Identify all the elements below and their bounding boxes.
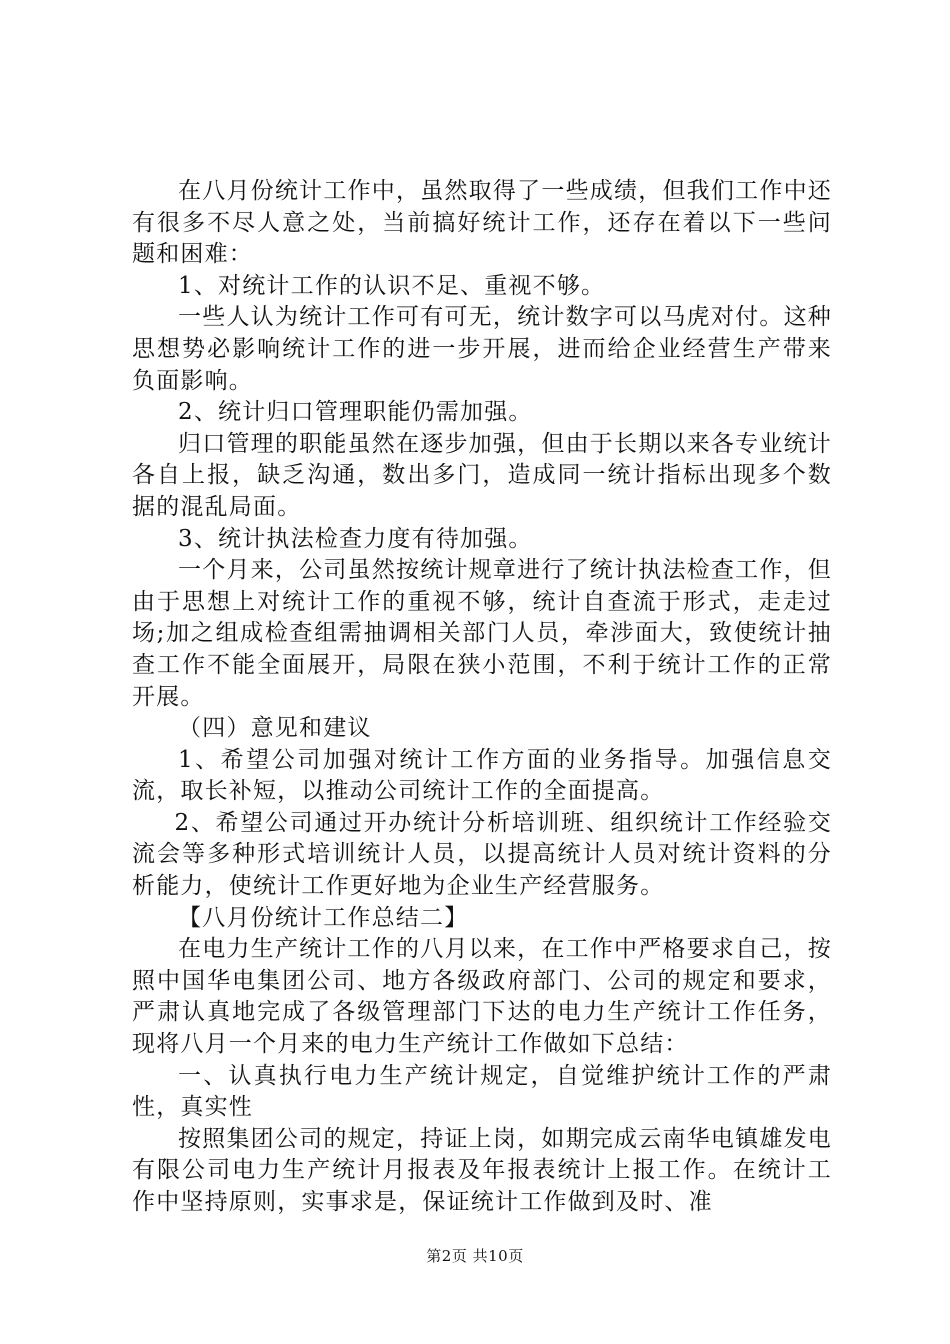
paragraph-intro: 在八月份统计工作中，虽然取得了一些成绩，但我们工作中还有很多不尽人意之处，当前搞好统计工作，还存在着以下一些问题和困难： [132,178,832,268]
paragraph-item-1-heading: 1、对统计工作的认识不足、重视不够。 [178,272,606,299]
page-footer: 第2页 共10页 [426,1247,524,1265]
document-body [132,176,832,1219]
paragraph-summary-intro: 在电力生产统计工作的八月以来，在工作中严格要求自己，按照中国华电集团公司、地方各级政府部门、公司的规定和要求，严肃认真地完成了各级管理部门下达的电力生产统计工作任务，现将八月一个月来的电力生产统计工作做如下总结： [132,936,832,1058]
paragraph-item-2-heading: 2、统计归口管理职能仍需加强。 [178,399,533,426]
paragraph-suggestion-2: 2、希望公司通过开办统计分析培训班、组织统计工作经验交流会等多种形式培训统计人员，以提高统计人员对统计资料的分析能力，使统计工作更好地为企业生产经营服务。 [132,809,832,900]
paragraph-item-3-body: 一个月来，公司虽然按统计规章进行了统计执法检查工作，但由于思想上对统计工作的重视不够，统计自查流于形式，走走过场;加之组成检查组需抽调相关部门人员，牵涉面大，致使统计抽查工作不能全面展开，局限在狭小范围，不利于统计工作的正常开展。 [132,557,832,710]
paragraph-item-2-body: 归口管理的职能虽然在逐步加强，但由于长期以来各专业统计各自上报，缺乏沟通，数出多门，造成同一统计指标出现多个数据的混乱局面。 [132,430,832,520]
paragraph-summary-point-1-body: 按照集团公司的规定，持证上岗，如期完成云南华电镇雄发电有限公司电力生产统计月报表及年报表统计上报工作。在统计工作中坚持原则，实事求是，保证统计工作做到及时、准 [132,1125,832,1215]
paragraph-suggestion-1: 1、希望公司加强对统计工作方面的业务指导。加强信息交流，取长补短，以推动公司统计工作的全面提高。 [132,746,832,805]
section-heading-suggestions: （四）意见和建议 [178,715,372,742]
paragraph-summary-point-1-heading: 一、认真执行电力生产统计规定，自觉维护统计工作的严肃性，真实性 [132,1062,832,1121]
paragraph-item-3-heading: 3、统计执法检查力度有待加强。 [178,525,533,552]
paragraph-item-1-body: 一些人认为统计工作可有可无，统计数字可以马虎对付。这种思想势必影响统计工作的进一步开展，进而给企业经营生产带来负面影响。 [132,304,832,394]
section-heading-summary-two: 【八月份统计工作总结二】 [178,904,469,931]
